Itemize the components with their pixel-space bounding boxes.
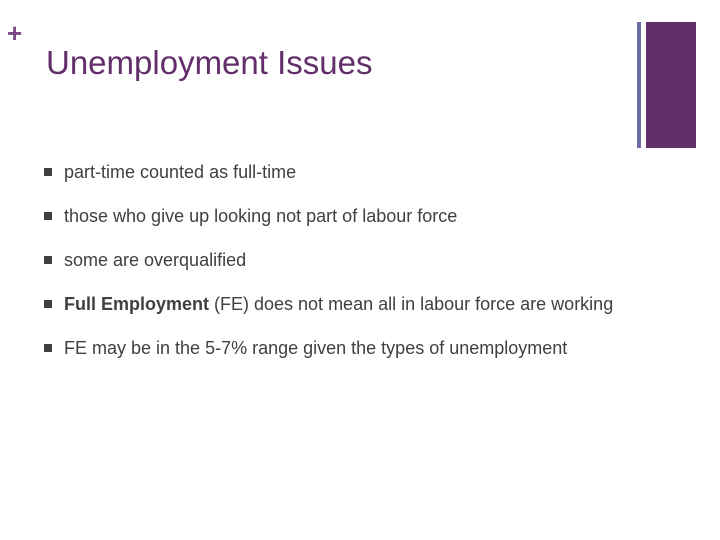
slide-title: Unemployment Issues bbox=[46, 44, 373, 81]
square-bullet-icon bbox=[44, 168, 52, 176]
bullet-item bbox=[44, 248, 664, 272]
bullet-item bbox=[44, 160, 664, 184]
bullet-item bbox=[44, 292, 664, 316]
square-bullet-icon bbox=[44, 300, 52, 308]
bullet-text: some are overqualified bbox=[64, 250, 247, 270]
square-bullet-icon bbox=[44, 344, 52, 352]
bullet-item bbox=[44, 204, 664, 228]
bullet-text: part-time counted as full-time bbox=[64, 162, 297, 182]
bullet-text: FE may be in the 5-7% range given the types of unemployment bbox=[64, 338, 568, 358]
square-bullet-icon bbox=[44, 212, 52, 220]
accent-bar bbox=[646, 22, 696, 148]
accent-line bbox=[637, 22, 641, 148]
plus-icon: + bbox=[7, 18, 23, 48]
square-bullet-icon bbox=[44, 256, 52, 264]
bullet-item bbox=[44, 336, 664, 360]
bullet-list bbox=[44, 160, 664, 380]
bullet-text: those who give up looking not part of labour force bbox=[64, 206, 458, 226]
bullet-text: (FE) does not mean all in labour force are working bbox=[209, 294, 614, 314]
bullet-bold-term: Full Employment bbox=[64, 294, 210, 314]
